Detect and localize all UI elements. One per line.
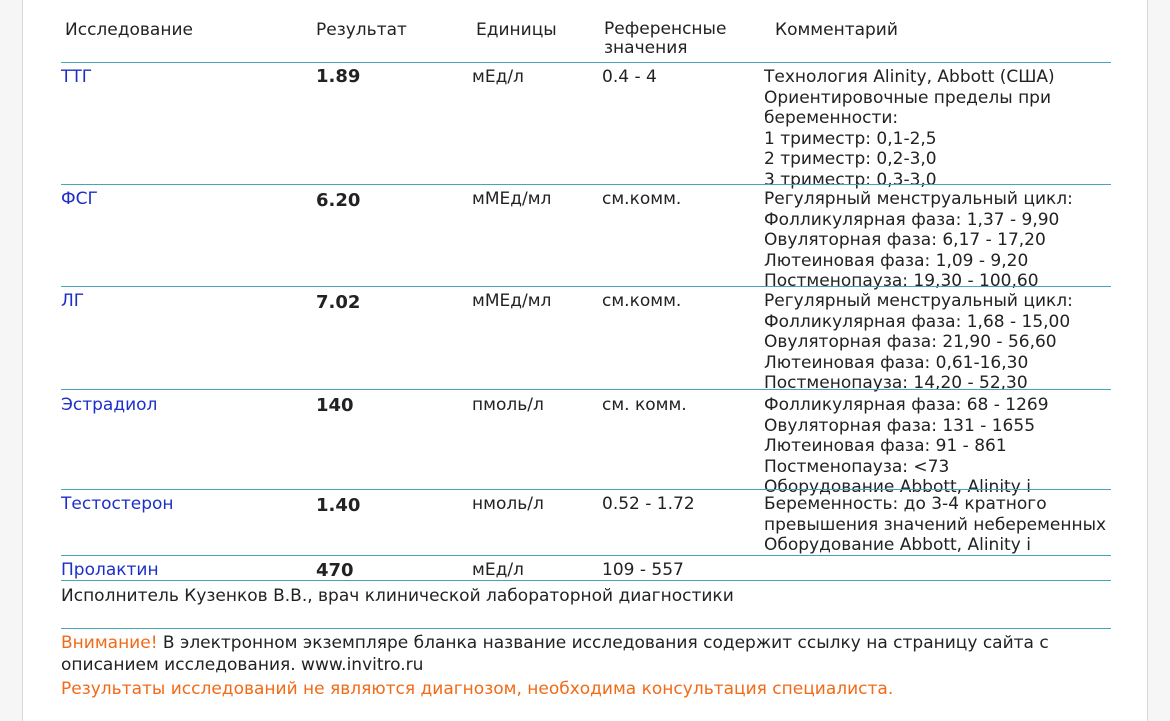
test-reference: см. комм. xyxy=(602,395,687,415)
row-rule xyxy=(61,489,1111,490)
test-result: 1.89 xyxy=(316,66,361,87)
disclaimer-text: Результаты исследований не являются диагнозом, необходима консультация специалиста. xyxy=(61,679,894,699)
test-result: 1.40 xyxy=(316,495,361,516)
performer-line: Исполнитель Кузенков В.В., врач клинической лабораторной диагностики xyxy=(61,586,734,606)
row-rule xyxy=(61,555,1111,556)
test-name-link[interactable]: Эстрадиол xyxy=(61,395,158,415)
header-test: Исследование xyxy=(65,20,193,40)
row-rule xyxy=(61,580,1111,581)
test-units: пмоль/л xyxy=(472,395,544,415)
test-reference: см.комм. xyxy=(602,291,682,311)
test-units: мЕд/л xyxy=(472,67,524,87)
test-reference: см.комм. xyxy=(602,189,682,209)
row-rule xyxy=(61,286,1111,287)
lab-results-page xyxy=(22,0,1148,721)
test-comment: Фолликулярная фаза: 68 - 1269 Овуляторная фаза: 131 - 1655 Лютеиновая фаза: 91 - 861 Постменопауза: <73 Оборудование Abbott, Alinity i xyxy=(764,395,1049,497)
test-comment: Регулярный менструальный цикл: Фолликулярная фаза: 1,37 - 9,90 Овуляторная фаза: 6,17 - 17,20 Лютеиновая фаза: 1,09 - 9,20 Постменопауза: 19,30 - 100,60 xyxy=(764,189,1073,291)
test-units: мЕд/л xyxy=(472,560,524,580)
test-comment: Технология Alinity, Abbott (США) Ориентировочные пределы при беременности: 1 триместр: 0,1-2,5 2 триместр: 0,2-3,0 3 триместр: 0,3-3,0 xyxy=(764,67,1055,190)
row-rule xyxy=(61,184,1111,185)
test-comment: Беременность: до 3-4 кратного превышения значений небеременных Оборудование Abbott, Alinity i xyxy=(764,494,1107,555)
header-comment: Комментарий xyxy=(775,20,898,40)
header-units: Единицы xyxy=(476,20,557,40)
row-rule xyxy=(61,389,1111,390)
test-name-link[interactable]: ТТГ xyxy=(61,67,93,87)
test-name-link[interactable]: ЛГ xyxy=(61,291,85,311)
notice-text: В электронном экземпляре бланка название исследования содержит ссылку на страницу сайта с описанием исследования. www.invitro.ru xyxy=(61,633,1049,675)
test-name-link[interactable]: Тестостерон xyxy=(61,494,174,514)
notice-block xyxy=(61,632,1111,676)
footer-rule xyxy=(61,628,1111,629)
test-units: мМЕд/мл xyxy=(472,291,552,311)
test-units: мМЕд/мл xyxy=(472,189,552,209)
header-result: Результат xyxy=(316,20,407,40)
header-rule xyxy=(61,62,1111,63)
header-reference: Референсные значения xyxy=(604,19,727,58)
test-result: 6.20 xyxy=(316,190,361,211)
test-reference: 0.4 - 4 xyxy=(602,67,657,87)
test-reference: 109 - 557 xyxy=(602,560,684,580)
test-result: 140 xyxy=(316,395,354,416)
test-name-link[interactable]: ФСГ xyxy=(61,189,98,209)
table-header xyxy=(63,18,1103,64)
test-reference: 0.52 - 1.72 xyxy=(602,494,695,514)
attention-label: Внимание! xyxy=(61,633,158,653)
test-name-link[interactable]: Пролактин xyxy=(61,560,159,580)
test-result: 7.02 xyxy=(316,292,361,313)
test-comment: Регулярный менструальный цикл: Фолликулярная фаза: 1,68 - 15,00 Овуляторная фаза: 21,90 - 56,60 Лютеиновая фаза: 0,61-16,30 Постменопауза: 14,20 - 52,30 xyxy=(764,291,1073,393)
test-result: 470 xyxy=(316,560,354,581)
test-units: нмоль/л xyxy=(472,494,544,514)
